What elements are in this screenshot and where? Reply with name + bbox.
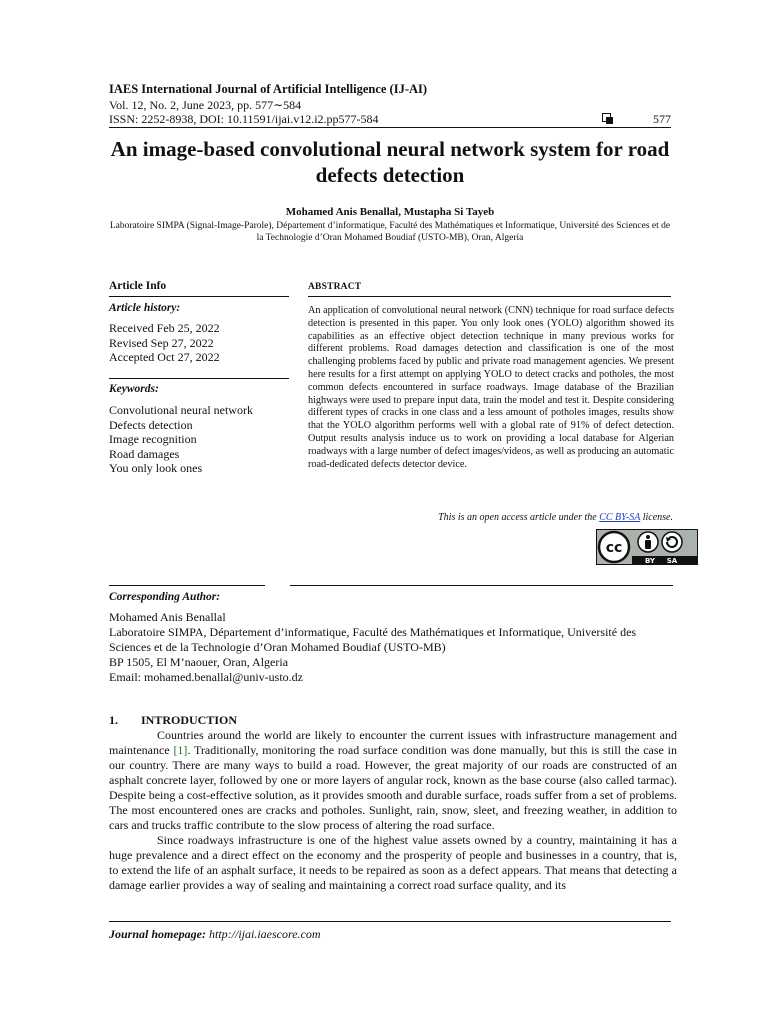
journal-name: IAES International Journal of Artificial Intelligence (IJ-AI) — [109, 82, 428, 96]
divider — [308, 296, 671, 297]
badge-by-text: BY — [644, 557, 656, 565]
corresponding-name: Mohamed Anis Benallal — [109, 610, 226, 624]
divider — [290, 585, 673, 586]
paragraph: Since roadways infrastructure is one of the highest value assets owned by a country, maintaining it has a huge prevalence and a direct effect on the economy and the prosperity of people and businesses in a country, that is, to extend the life of an asphalt surface, it needs to be repaired as soon as a defect appears. That means that detecting a damage earlier provides a way of sealing and maintaining a correct road surface quality, and its — [109, 833, 677, 892]
issn-doi: ISSN: 2252-8938, DOI: 10.11591/ijai.v12.i2.pp577-584 — [109, 112, 379, 126]
p1-text: Countries around the world are likely to encounter the current issues with infrastructure management and maintenance — [109, 728, 677, 757]
paragraph — [109, 728, 677, 833]
divider — [109, 585, 265, 586]
paper-title: An image-based convolutional neural network system for road defects detection — [110, 137, 670, 187]
abstract-heading: ABSTRACT — [308, 282, 362, 292]
divider — [109, 296, 289, 297]
volume-info: Vol. 12, No. 2, June 2023, pp. 577∼584 — [109, 98, 302, 112]
license-note — [308, 512, 673, 523]
corresponding-details — [109, 610, 679, 685]
abstract-text: An application of convolutional neural network (CNN) technique for road surface defects detection is presented in this paper. You only look ones (YOLO) algorithm showed its capabilities as an effective object detection technique in many previous works for different problems. Road damages detection and classification is one of the most challenging problems faced by public and private road management agencies. We present here results for a first attempt on applying YOLO to detect cracks and potholes, the most common defects encountered in surface roadways. Image database of the Brazilian highways were used to prepare input data, train the model and test it. Despite considering different types of cracks in one class and a less amount of potholes images, results show that the YOLO algorithm performs well with a global rate of 91% of defect detection. Output results analysis induce us to work on providing a local database for Algerian roadways with a large number of defect images/videos, as well as producing an automatic road-dedicated defects detector device. — [308, 305, 674, 470]
homepage-link[interactable]: http://ijai.iaescore.com — [206, 927, 321, 941]
intro-body — [109, 728, 677, 893]
keyword: Image recognition — [109, 432, 197, 446]
citation-link[interactable]: [1] — [173, 743, 188, 757]
badge-cc-text: cc — [605, 540, 623, 556]
history-received: Received Feb 25, 2022 — [109, 321, 220, 335]
divider — [109, 378, 289, 379]
issn-line — [109, 112, 671, 127]
footer — [109, 927, 321, 942]
cc-by-sa-badge-icon[interactable] — [596, 529, 698, 565]
section-title: INTRODUCTION — [141, 713, 238, 727]
corresponding-heading: Corresponding Author: — [109, 591, 221, 603]
keyword: You only look ones — [109, 461, 203, 475]
keyword: Road damages — [109, 446, 180, 461]
section-number: 1. — [109, 713, 118, 727]
box-icon — [602, 113, 611, 122]
history-revised: Revised Sep 27, 2022 — [109, 335, 214, 350]
license-link[interactable]: CC BY-SA — [599, 512, 641, 523]
history-list — [109, 321, 220, 365]
authors: Mohamed Anis Benallal, Mustapha Si Tayeb — [285, 206, 495, 218]
corresponding-address: BP 1505, El M’naouer, Oran, Algeria — [109, 655, 289, 669]
license-prefix: This is an open access article under the — [438, 512, 600, 523]
corresponding-email[interactable]: Email: mohamed.benallal@univ-usto.dz — [109, 670, 304, 684]
p1-text-cont: . Traditionally, monitoring the road surface condition was done manually, but this is still the case in our country. There are many ways to build a road. However, the great majority of our roads are constructed of an asphalt concrete layer, followed by one or more layers of angular rock, known as the base course (also called tarmac). Despite being a cost-effective solution, as it provides smooth and durable surface, roads suffer from a set of problems. The most encountered ones are cracks and potholes. Sunlight, rain, snow, sleet, and freezing weather, in addition to cars and trucks traffic contribute to the slow process of altering the road surface. — [109, 743, 677, 832]
history-accepted: Accepted Oct 27, 2022 — [109, 350, 220, 364]
footer-label: Journal homepage: — [109, 927, 207, 941]
history-heading: Article history: — [109, 302, 181, 314]
article-info-heading: Article Info — [109, 280, 167, 292]
footer-rule — [109, 921, 671, 922]
keyword: Convolutional neural network — [109, 403, 253, 417]
corresponding-affiliation: Laboratoire SIMPA, Département d’informatique, Faculté des Mathématiques et Informatique, Université des Sciences et de la Technologie d’Oran Mohamed Boudiaf (USTO-MB) — [109, 625, 637, 654]
keyword: Defects detection — [109, 417, 193, 432]
keywords-heading: Keywords: — [109, 383, 159, 395]
page-number: 577 — [653, 112, 671, 126]
license-suffix: license. — [640, 512, 673, 523]
header-rule — [109, 127, 671, 128]
section-heading — [109, 713, 237, 728]
affiliation: Laboratoire SIMPA (Signal-Image-Parole), Département d’informatique, Faculté des Mathématiques et Informatique, Université des Sciences et de la Technologie d’Oran Mohamed Boudiaf (USTO-MB), Oran, Algeria — [109, 221, 671, 243]
badge-sa-text: SA — [666, 557, 678, 565]
keywords-list — [109, 403, 253, 476]
